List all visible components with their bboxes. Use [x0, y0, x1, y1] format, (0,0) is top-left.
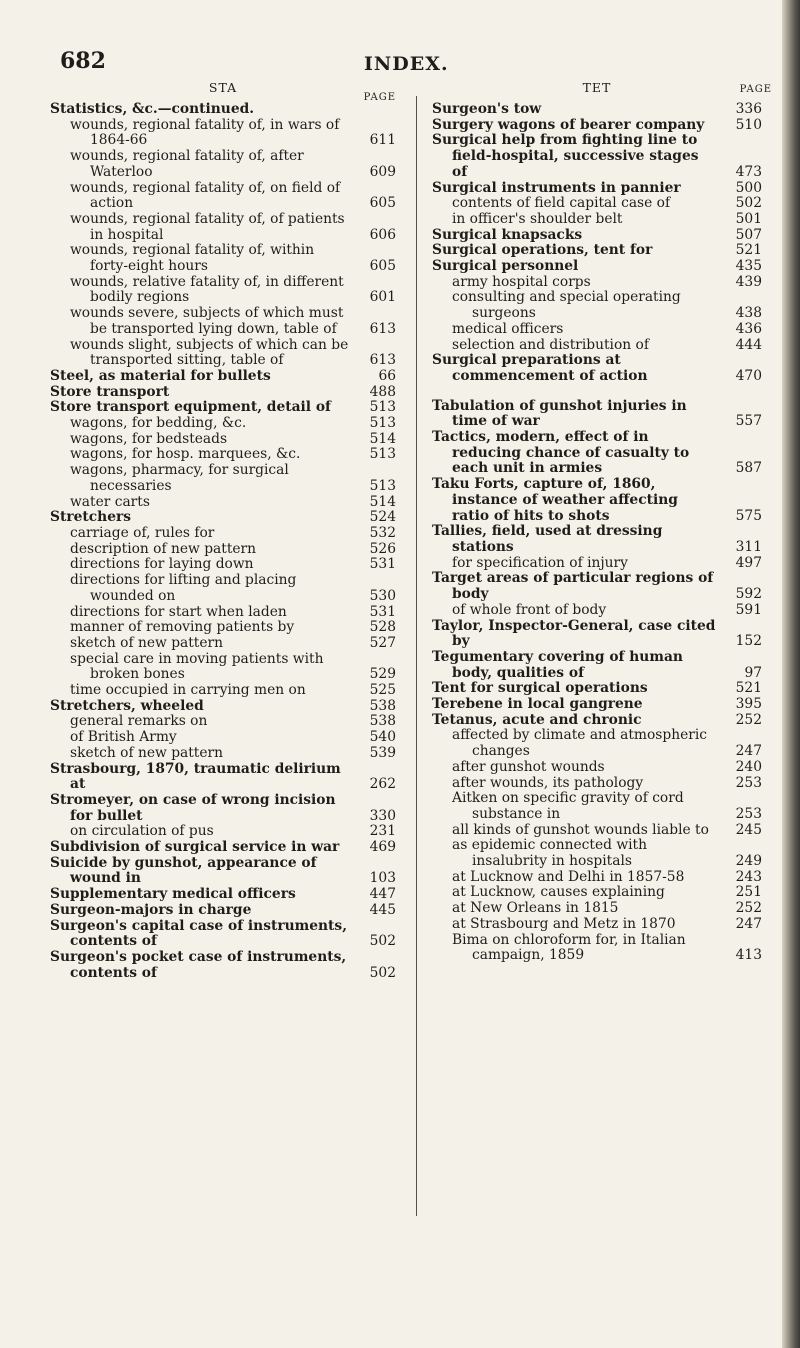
- index-entry: [50, 432, 396, 448]
- index-entry: [432, 353, 762, 384]
- entry-label: description of new pattern: [70, 540, 257, 557]
- entry-label: of whole front of body: [452, 601, 607, 618]
- entry-label: at New Orleans in 1815: [452, 900, 619, 917]
- entry-label: medical officers: [452, 320, 564, 337]
- index-entry: [50, 338, 396, 369]
- entry-page-number: 605: [369, 195, 396, 212]
- right-column: [432, 80, 772, 964]
- index-entry: [50, 840, 396, 856]
- entry-label: Surgical preparations at commencement of action: [432, 352, 648, 384]
- index-entry: [432, 760, 762, 776]
- entry-page-number: 97: [744, 664, 762, 681]
- entry-page-number: 251: [735, 884, 762, 901]
- entry-page-number: 605: [369, 258, 396, 275]
- entry-page-number: 538: [369, 713, 396, 730]
- page-title: INDEX.: [364, 53, 449, 75]
- entry-page-number: 601: [369, 289, 396, 306]
- index-entry: [432, 477, 762, 524]
- index-entry: [432, 823, 762, 839]
- index-entry: [432, 102, 762, 118]
- index-entry: [50, 620, 396, 636]
- entry-label: Supplementary medical officers: [50, 886, 296, 903]
- entry-label: wounds, regional fatality of, within forty-eight hours: [70, 242, 315, 275]
- entry-page-number: 591: [735, 601, 762, 618]
- entry-label: Suicide by gunshot, appearance of wound in: [50, 854, 317, 887]
- entry-page-number: 252: [735, 900, 762, 917]
- entry-label: Terebene in local gangrene: [432, 696, 643, 713]
- index-entry: [50, 793, 396, 824]
- entry-page-number: 436: [735, 320, 762, 337]
- index-entry: [50, 683, 396, 699]
- entry-page-number: 514: [369, 493, 396, 510]
- entry-label: Statistics, &c.—continued.: [50, 101, 255, 117]
- entry-page-number: 521: [735, 242, 762, 259]
- index-entry: [50, 919, 396, 950]
- entry-page-number: 240: [735, 758, 762, 775]
- index-entry: [50, 463, 396, 494]
- entry-page-number: 413: [735, 947, 762, 964]
- entry-label: directions for laying down: [70, 556, 254, 573]
- entry-label: wounds, regional fatality of, in wars of 1864-66: [70, 116, 340, 149]
- index-entry: [432, 196, 762, 212]
- entry-page-number: 513: [369, 415, 396, 432]
- entry-label: wagons, pharmacy, for surgical necessaries: [70, 462, 289, 494]
- index-entry: [50, 714, 396, 730]
- index-entry: [50, 903, 396, 919]
- entry-page-number: 521: [735, 680, 762, 697]
- entry-label: Surgical knapsacks: [432, 226, 583, 243]
- entry-label: Tetanus, acute and chronic: [432, 711, 642, 728]
- index-entry: [432, 338, 762, 354]
- index-entry: [50, 416, 396, 432]
- entry-page-number: 473: [735, 163, 762, 180]
- index-entry: [432, 681, 762, 697]
- entry-label: at Lucknow, causes explaining: [452, 884, 665, 901]
- entry-label: after gunshot wounds: [452, 758, 605, 775]
- entry-page-number: 103: [369, 870, 396, 887]
- entry-label: consulting and special operating surgeons: [452, 289, 681, 322]
- index-entry: [50, 557, 396, 573]
- entry-label: Tactics, modern, effect of in reducing chance of casualty to each unit in armies: [432, 429, 690, 477]
- index-entry: [50, 400, 396, 416]
- right-entries-list: [432, 102, 762, 964]
- entry-page-number: 243: [735, 868, 762, 885]
- index-entry: [50, 573, 396, 604]
- entry-page-number: 249: [735, 853, 762, 870]
- index-entry: [432, 571, 762, 602]
- entry-label: Tent for surgical operations: [432, 680, 648, 697]
- index-entry: [432, 713, 762, 729]
- entry-label: contents of field capital case of: [452, 195, 671, 212]
- index-entry: [50, 149, 396, 180]
- entry-label: water carts: [70, 493, 150, 510]
- left-entries-list: [50, 102, 396, 981]
- entry-label: wounds, relative fatality of, in different bodily regions: [70, 273, 344, 306]
- entry-label: at Lucknow and Delhi in 1857-58: [452, 868, 685, 885]
- entry-label: Surgeon-majors in charge: [50, 901, 252, 918]
- index-entry: [50, 181, 396, 212]
- entry-label: for specification of injury: [452, 554, 628, 571]
- entry-page-number: 247: [735, 915, 762, 932]
- entry-page-number: 532: [369, 524, 396, 541]
- index-entry: [432, 259, 762, 275]
- entry-label: wagons, for hosp. marquees, &c.: [70, 446, 301, 463]
- entry-label: Steel, as material for bullets: [50, 367, 271, 384]
- entry-page-number: 513: [369, 477, 396, 494]
- entry-page-number: 262: [369, 776, 396, 793]
- index-entry: [432, 776, 762, 792]
- entry-label: Taylor, Inspector-General, case cited by: [432, 617, 716, 650]
- entry-label: Aitken on specific gravity of cord substance in: [452, 790, 684, 822]
- index-entry: [432, 118, 762, 134]
- entry-page-number: 538: [369, 697, 396, 714]
- index-entry: [50, 856, 396, 887]
- entry-page-number: 513: [369, 446, 396, 463]
- index-entry: [50, 730, 396, 746]
- entry-label: Stretchers: [50, 509, 132, 526]
- entry-label: carriage of, rules for: [70, 524, 215, 541]
- entry-page-number: 528: [369, 619, 396, 636]
- entry-page-number: 529: [369, 666, 396, 683]
- entry-page-number: 311: [735, 538, 762, 555]
- index-entry: [50, 275, 396, 306]
- index-entry: [432, 917, 762, 933]
- entry-label: wounds slight, subjects of which can be transported sitting, table of: [70, 336, 349, 369]
- index-entry: [432, 243, 762, 259]
- entry-page-number: 513: [369, 399, 396, 416]
- entry-label: Tallies, field, used at dressing stations: [432, 523, 663, 555]
- entry-page-number: 507: [735, 226, 762, 243]
- entry-label: wagons, for bedsteads: [70, 430, 228, 447]
- index-entry: [50, 118, 396, 149]
- entry-page-number: 445: [369, 901, 396, 918]
- index-entry: [50, 887, 396, 903]
- entry-label: general remarks on: [70, 713, 208, 730]
- entry-label: Surgical instruments in pannier: [432, 179, 681, 196]
- entry-page-number: 587: [735, 460, 762, 477]
- entry-page-number: 524: [369, 509, 396, 526]
- left-column: [50, 80, 396, 981]
- index-entry: [50, 746, 396, 762]
- entry-label: Surgeon's tow: [432, 101, 542, 117]
- index-entry: [50, 526, 396, 542]
- index-entry: [432, 838, 762, 869]
- entry-label: Bima on chloroform for, in Italian campaign, 1859: [452, 931, 686, 964]
- entry-page-number: 336: [735, 101, 762, 117]
- entry-page-number: 502: [369, 933, 396, 950]
- entry-label: Surgeon's pocket case of instruments, contents of: [50, 948, 347, 981]
- index-entry: [50, 950, 396, 981]
- entry-page-number: 245: [735, 821, 762, 838]
- index-entry: [432, 524, 762, 555]
- index-entry: [432, 275, 762, 291]
- entry-label: Tegumentary covering of human body, qualities of: [432, 648, 683, 681]
- entry-page-number: 438: [735, 305, 762, 322]
- index-entry: [50, 652, 396, 683]
- entry-label: Taku Forts, capture of, 1860, instance of weather affecting ratio of hits to shots: [432, 476, 678, 524]
- entry-label: Surgical personnel: [432, 258, 579, 275]
- left-column-letters: STA: [208, 80, 238, 95]
- entry-page-number: 557: [735, 413, 762, 430]
- entry-page-number: 510: [735, 116, 762, 133]
- entry-label: special care in moving patients with broken bones: [70, 650, 324, 683]
- entry-page-number: 611: [369, 132, 396, 149]
- left-column-header: [50, 80, 396, 102]
- entry-page-number: 502: [735, 195, 762, 212]
- entry-page-number: 497: [735, 554, 762, 571]
- index-entry: [50, 605, 396, 621]
- entry-page-number: 444: [735, 336, 762, 353]
- index-entry: [432, 901, 762, 917]
- index-entry: [432, 133, 762, 180]
- entry-label: after wounds, its pathology: [452, 774, 644, 791]
- entry-label: wounds severe, subjects of which must be transported lying down, table of: [70, 305, 344, 337]
- entry-page-number: 539: [369, 744, 396, 761]
- index-entry: [50, 306, 396, 337]
- entry-page-number: 575: [735, 507, 762, 524]
- entry-label: wounds, regional fatality of, on field of action: [70, 179, 341, 212]
- entry-page-number: 253: [735, 774, 762, 791]
- index-entry: [50, 243, 396, 274]
- entry-page-number: 470: [735, 367, 762, 384]
- entry-page-number: 395: [735, 696, 762, 713]
- index-entry: [50, 369, 396, 385]
- entry-label: Stromeyer, on case of wrong incision for bullet: [50, 791, 336, 824]
- entry-label: Surgical operations, tent for: [432, 242, 653, 259]
- entry-page-number: 514: [369, 430, 396, 447]
- index-entry: [432, 619, 762, 650]
- entry-page-number: 500: [735, 179, 762, 196]
- index-entry: [50, 385, 396, 401]
- entry-label: manner of removing patients by: [70, 619, 295, 636]
- entry-label: Stretchers, wheeled: [50, 697, 204, 714]
- right-page-label: PAGE: [739, 84, 772, 95]
- entry-page-number: 252: [735, 711, 762, 728]
- entry-label: wounds, regional fatality of, after Waterloo: [70, 148, 304, 180]
- entry-page-number: 527: [369, 634, 396, 651]
- index-entry: [432, 885, 762, 901]
- entry-page-number: 439: [735, 273, 762, 290]
- entry-page-number: 530: [369, 587, 396, 604]
- index-entry: [432, 728, 762, 759]
- index-entry: [50, 510, 396, 526]
- index-entry: [432, 603, 762, 619]
- index-entry: [432, 399, 762, 430]
- entry-label: Surgery wagons of bearer company: [432, 116, 705, 133]
- index-entry: [432, 870, 762, 886]
- entry-page-number: 531: [369, 556, 396, 573]
- index-entry: [432, 228, 762, 244]
- entry-label: time occupied in carrying men on: [70, 682, 306, 699]
- entry-label: of British Army: [70, 729, 177, 746]
- entry-page-number: 592: [735, 586, 762, 603]
- index-entry: [432, 430, 762, 477]
- entry-label: Target areas of particular regions of body: [432, 570, 714, 603]
- entry-page-number: 247: [735, 743, 762, 760]
- entry-page-number: 66: [378, 367, 396, 384]
- index-entry: [432, 697, 762, 713]
- index-entry: [432, 290, 762, 321]
- index-entry: [432, 791, 762, 822]
- entry-page-number: 531: [369, 603, 396, 620]
- entry-label: on circulation of pus: [70, 823, 214, 840]
- entry-label: army hospital corps: [452, 273, 591, 290]
- entry-label: wagons, for bedding, &c.: [70, 415, 247, 432]
- index-entry: [50, 824, 396, 840]
- entry-label: affected by climate and atmospheric changes: [452, 727, 707, 760]
- entry-label: Store transport equipment, detail of: [50, 399, 331, 416]
- right-column-header: [432, 80, 772, 102]
- entry-page-number: 502: [369, 964, 396, 981]
- entry-label: all kinds of gunshot wounds liable to: [452, 821, 709, 838]
- column-divider: [416, 96, 417, 1216]
- index-entry: [50, 699, 396, 715]
- index-entry: [432, 322, 762, 338]
- entry-page-number: 526: [369, 540, 396, 557]
- entry-page-number: 152: [735, 633, 762, 650]
- entry-label: Strasbourg, 1870, traumatic delirium at: [50, 760, 341, 793]
- entry-page-number: 540: [369, 729, 396, 746]
- entry-label: Surgeon's capital case of instruments, contents of: [50, 917, 347, 950]
- entry-label: sketch of new pattern: [70, 634, 223, 651]
- entry-page-number: 525: [369, 682, 396, 699]
- entry-page-number: 253: [735, 805, 762, 822]
- index-entry: [50, 636, 396, 652]
- index-entry: [50, 102, 396, 118]
- entry-page-number: 447: [369, 886, 396, 903]
- entry-label: directions for lifting and placing wounded on: [70, 572, 297, 604]
- index-entry: [432, 181, 762, 197]
- entry-label: Tabulation of gunshot injuries in time of war: [432, 397, 687, 430]
- index-entry: [432, 556, 762, 572]
- entry-label: at Strasbourg and Metz in 1870: [452, 915, 676, 932]
- entry-label: Store transport: [50, 383, 170, 400]
- index-entry: [50, 542, 396, 558]
- entry-label: wounds, regional fatality of, of patients in hospital: [70, 210, 345, 243]
- index-entry: [432, 933, 762, 964]
- index-entry: [432, 650, 762, 681]
- entry-label: sketch of new pattern: [70, 744, 223, 761]
- index-entry: [432, 212, 762, 228]
- page-number: 682: [60, 48, 106, 74]
- entry-page-number: 330: [369, 807, 396, 824]
- entry-label: directions for start when laden: [70, 603, 287, 620]
- entry-label: Surgical help from fighting line to field-hospital, successive stages of: [432, 132, 699, 180]
- entry-page-number: 435: [735, 258, 762, 275]
- entry-page-number: 501: [735, 210, 762, 227]
- entry-label: as epidemic connected with insalubrity in hospitals: [452, 837, 647, 870]
- entry-page-number: 606: [369, 226, 396, 243]
- index-entry: [50, 762, 396, 793]
- index-entry: [50, 447, 396, 463]
- entry-page-number: 488: [369, 383, 396, 400]
- entry-page-number: 609: [369, 163, 396, 180]
- page-edge-shadow: [782, 0, 800, 1348]
- index-entry: [50, 212, 396, 243]
- entry-page-number: 613: [369, 352, 396, 369]
- section-spacer: [432, 385, 762, 399]
- index-entry: [50, 495, 396, 511]
- entry-label: selection and distribution of: [452, 336, 649, 353]
- entry-label: in officer's shoulder belt: [452, 210, 623, 227]
- entry-page-number: 613: [369, 320, 396, 337]
- entry-page-number: 469: [369, 839, 396, 856]
- entry-label: Subdivision of surgical service in war: [50, 839, 340, 856]
- right-column-letters: TET: [582, 80, 612, 95]
- left-page-label: PAGE: [363, 92, 396, 103]
- entry-page-number: 231: [369, 823, 396, 840]
